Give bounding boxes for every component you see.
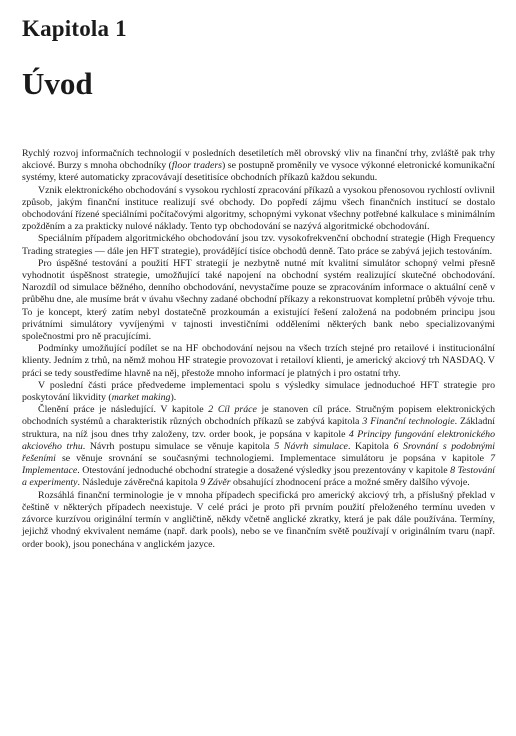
paragraph-7	[22, 404, 495, 489]
italic-text: market making	[111, 392, 171, 404]
paragraph-8	[22, 490, 495, 551]
paragraph-text: Rozsáhlá finanční terminologie je v mnoha případech specifická pro americký akciový trh, a příslušný překlad v češtině v některých případech neexistuje. V celé práci je proto při prvním použití přeloženého termínu uveden v závorce kurzívou originální termín v angličtině, někdy včetně anglické zkratky, která je pak dále používána. Termíny, jejichž vhodný ekvivalent nemáme (např. dark pools), nebo se ve finančním světě používají v originálním tvaru (např. order book), jsou ponechána v anglickém jazyce.	[22, 489, 495, 550]
paragraph-text: V poslední části práce předvedeme implementaci spolu s výsledky simulace jednoduchoé HFT strategie pro poskytování likvidity (	[22, 379, 495, 404]
paragraph-text: Podmínky umožňující podílet se na HF obchodování nejsou na všech trzích stejné pro retailové i institucionální klienty. Jedním z trhů, na němž mohou HF strategie provozovat i retailoví klienti, je americký akciový trh NASDAQ. V práci se tedy soustředíme hlavně na něj, přestože mnoho informací je platných i pro ostatní trhy.	[22, 343, 495, 379]
italic-text: 8 Testování a experimenty	[22, 465, 495, 489]
paragraph-text: . Kapitola	[347, 440, 394, 452]
italic-text: 2 Cíl práce	[208, 404, 257, 416]
paragraph-3	[22, 233, 495, 257]
paragraph-5	[22, 343, 495, 380]
paragraph-text: Rychlý rozvoj informačních technologií v posledních desetiletích měl obrovský vliv na finanční trhy, zvláště pak trhy akciové. Burzy s mnoha obchodníky (	[22, 148, 495, 172]
italic-text: 9 Závěr	[200, 477, 231, 489]
italic-text: 3 Finanční technologie	[362, 416, 455, 428]
paragraph-text: Členění práce je následující. V kapitole	[38, 404, 209, 416]
paragraph-2	[22, 185, 495, 234]
paragraph-text: obsahující zhodnocení práce a možné směry dalšího vývoje.	[230, 477, 470, 489]
paragraph-text: . Základní struktura, na níž jsou dnes trhy založeny, tzv. order book, je popsána v kapitole	[22, 416, 495, 440]
paragraph-text: . Návrh postupu simulace se věnuje kapitola	[82, 440, 275, 452]
paragraph-text: ) se postupně proměnily ve vysoce výkonné eletronické komunikační systémy, které automaticky zpracovávají desetitisíce obchodních příkazů každou sekundu.	[22, 160, 495, 184]
paragraph-text: se věnuje srovnání se současnými technologiemi. Implementace simulátoru je popsána v kapitole	[55, 453, 491, 465]
paragraph-6	[22, 380, 495, 404]
paragraph-text: je stanoven cíl práce. Stručným popisem elektronických obchodních systémů a charakteristik různých obchodních příkazů se zabývá kapitola	[22, 404, 496, 428]
paragraph-text: . Otestování jednoduché obchodní strategie a dosažené výsledky jsou prezentovány v kapitole	[77, 465, 451, 477]
italic-text: 5 Návrh simulace	[274, 440, 348, 452]
paragraph-4	[22, 258, 495, 343]
paragraph-text: Vznik elektronického obchodování s vysokou rychlostí zpracování příkazů a vysokou přenosovou rychlostí ovlivnil způsob, jakým finanční instituce realizují své obchody. Do popředí zájmu všech finančních institucí se dostalo obchodování řízené speciálními počítačovými algoritmy, schopnými vykonat všechny potřebné kalkulace s minimálním zpožděním a za prakticky nulové náklady. Tento typ obchodování se nazývá algoritmické obchodování.	[22, 184, 495, 233]
paragraph-text: . Následuje závěrečná kapitola	[77, 477, 201, 489]
italic-text: 4 Principy fungování elektronického akciového trhu	[22, 428, 495, 452]
paragraph-text: Speciálním případem algoritmického obchodování jsou tzv. vysokofrekvenční obchodní strategie (High Frequency Trading strategies — dále jen HFT strategie), provádějící tisíce obchodů denně. Tato práce se zabývá jejich testováním.	[22, 233, 495, 257]
italic-text: 7 Implementace	[22, 453, 495, 477]
paragraph-text: ).	[170, 392, 177, 404]
chapter-label: Kapitola 1	[22, 16, 127, 41]
italic-text: 6 Srovnání s podobnými řešeními	[22, 440, 496, 465]
italic-text: floor traders	[171, 160, 222, 172]
paragraph-1	[22, 148, 495, 185]
body-text	[22, 148, 495, 551]
chapter-title: Úvod	[22, 66, 93, 101]
paragraph-text: Pro úspěšné testování a použití HFT strategií je nezbytně nutné mít kvalitní simulátor schopný velmi přesně vyhodnotit úspěšnost strategie, umožňující také napojení na obchodní systém realizující skutečné obchodování. Narozdíl od simulace běžného, denního obchodování, nevystačíme pouze se zpracováním informace o aktuální ceně v průběhu dne, ale musíme brát v úvahu všechny zadané obchodní příkazy a rekonstruovat kompletní průběh vývoje trhu. To je koncept, který zatím nebyl dostatečně prozkoumán a existující řešení založená na podobném principu jsou privátními simulátory vyvíjenými v tajnosti investičními odděleními některých bank nebo specializovanými společnostmi pro ně pracujícími.	[22, 257, 495, 343]
